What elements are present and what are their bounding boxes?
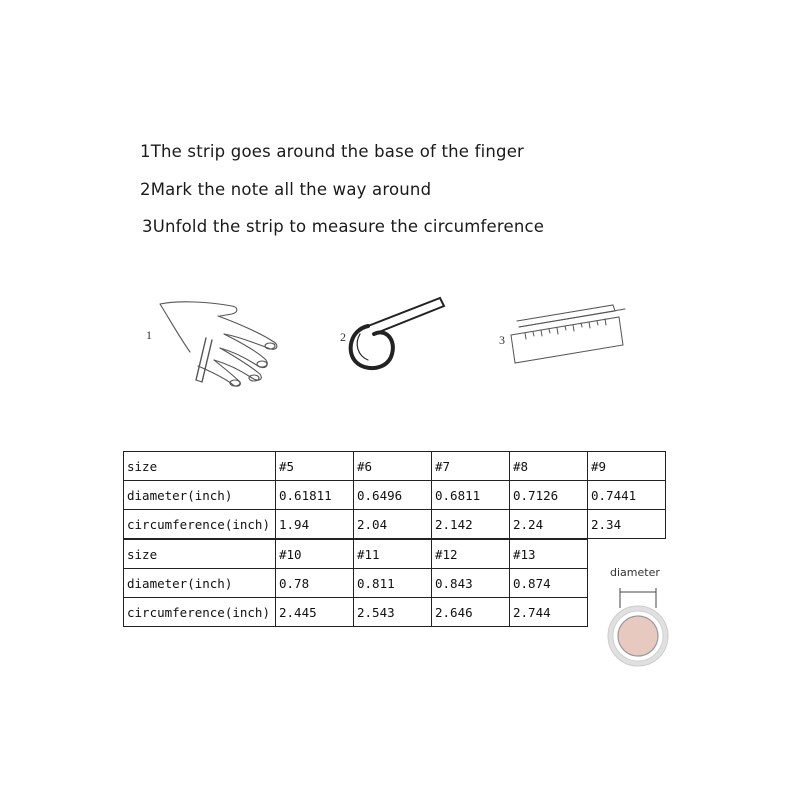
table-row-diameter [124,569,588,598]
circumference-cell: 2.24 [510,510,588,539]
illustration-1-number: 1 [146,328,152,342]
circumference-cell: 2.646 [432,598,510,627]
row-label-size: size [124,540,276,569]
diameter-cell: 0.811 [354,569,432,598]
size-cell: #6 [354,452,432,481]
illustration-rolled-strip [330,290,460,380]
circumference-cell: 2.34 [588,510,666,539]
circumference-cell: 2.445 [276,598,354,627]
illustration-hand [140,290,290,390]
table-row-circumference [124,510,666,539]
circumference-cell: 2.744 [510,598,588,627]
size-cell: #5 [276,452,354,481]
step-3-text: 3Unfold the strip to measure the circumference [142,217,545,236]
step-2-text: 2Mark the note all the way around [140,180,432,199]
size-cell: #11 [354,540,432,569]
size-cell: #12 [432,540,510,569]
size-cell: #13 [510,540,588,569]
illustration-3-number: 3 [499,333,505,347]
size-cell: #9 [588,452,666,481]
row-label-diameter: diameter(inch) [124,569,276,598]
diameter-cell: 0.6496 [354,481,432,510]
circumference-cell: 2.142 [432,510,510,539]
ruler-with-strip-icon [495,295,635,375]
rolled-strip-icon [330,290,460,380]
step-1-text: 1The strip goes around the base of the finger [140,142,525,161]
table-row-size [124,452,666,481]
ring-diameter-icon [598,578,678,670]
diameter-cell: 0.843 [432,569,510,598]
row-label-circumference: circumference(inch) [124,598,276,627]
ring-diagram [598,578,678,670]
table-row-diameter [124,481,666,510]
table-row-circumference [124,598,588,627]
size-table-bottom [123,539,588,627]
table-row-size [124,540,588,569]
circumference-cell: 1.94 [276,510,354,539]
diameter-cell: 0.6811 [432,481,510,510]
diameter-cell: 0.7126 [510,481,588,510]
size-cell: #7 [432,452,510,481]
size-cell: #8 [510,452,588,481]
circumference-cell: 2.04 [354,510,432,539]
row-label-circumference: circumference(inch) [124,510,276,539]
size-cell: #10 [276,540,354,569]
illustration-ruler [495,295,635,375]
hand-with-strip-icon [140,290,290,390]
size-table-top [123,451,666,539]
circumference-cell: 2.543 [354,598,432,627]
row-label-size: size [124,452,276,481]
illustration-2-number: 2 [340,330,346,344]
diameter-cell: 0.874 [510,569,588,598]
diameter-cell: 0.61811 [276,481,354,510]
diameter-cell: 0.7441 [588,481,666,510]
row-label-diameter: diameter(inch) [124,481,276,510]
diameter-cell: 0.78 [276,569,354,598]
diameter-label: diameter [610,566,660,579]
